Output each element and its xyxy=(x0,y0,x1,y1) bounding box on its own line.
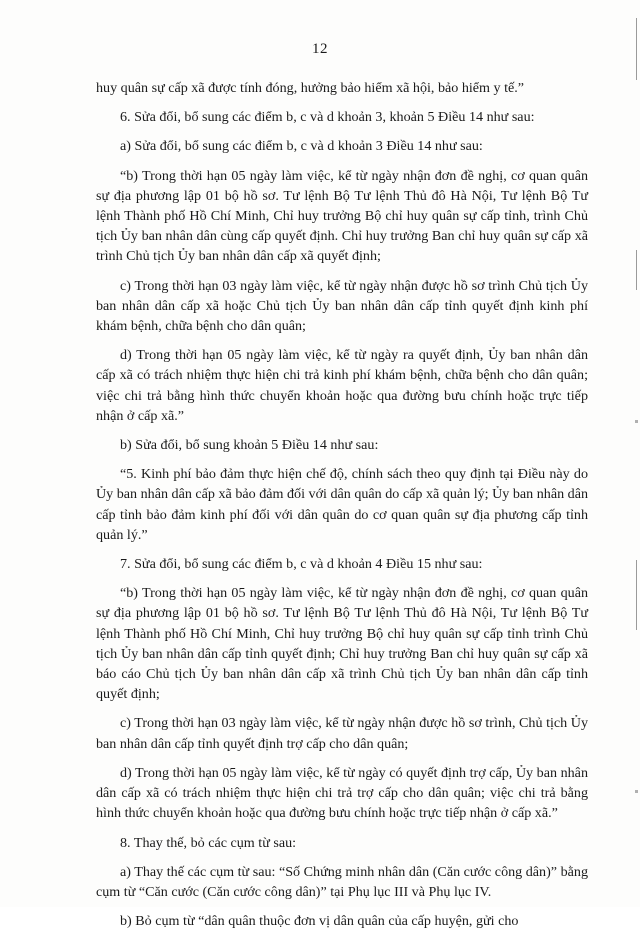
scan-edge-line xyxy=(636,560,637,630)
paragraph-section-7: 7. Sửa đổi, bổ sung các điểm b, c và d khoản 4 Điều 15 như sau: xyxy=(120,556,483,573)
paragraph-section-6: 6. Sửa đổi, bổ sung các điểm b, c và d khoản 3, khoản 5 Điều 14 như sau: xyxy=(120,109,535,126)
scan-edge-line xyxy=(636,18,637,80)
paragraph: huy quân sự cấp xã được tính đóng, hưởng bảo hiểm xã hội, bảo hiểm y tế.” xyxy=(96,80,525,96)
paragraph-section-8: 8. Thay thế, bỏ các cụm từ sau: xyxy=(120,834,297,851)
paragraph-6a-b: “b) Trong thời hạn 05 ngày làm việc, kể từ ngày nhận đơn đề nghị, cơ quan quân sự địa phương lập 01 bộ hồ sơ. Tư lệnh Bộ Tư lệnh Thủ đô Hà Nội, Tư lệnh Bộ Tư lệnh Thành phố Hồ Chí Minh, Chỉ huy trưởng Bộ chỉ huy quân sự cấp tỉnh, trình Chủ tịch Ủy ban nhân dân cùng cấp quyết định. Chỉ huy trưởng Ban chỉ huy quân sự cấp xã trình Chủ tịch Ủy ban nhân dân cấp xã quyết định; xyxy=(96,167,588,265)
paragraph-7-d: d) Trong thời hạn 05 ngày làm việc, kể từ ngày có quyết định trợ cấp, Ủy ban nhân dân cấp xã có trách nhiệm thực hiện chi trả trợ cấp cho dân quân; việc chi trả bằng hình thức chuyển khoản hoặc qua đường bưu chính hoặc trực tiếp nhận ở cấp xã.” xyxy=(96,764,588,822)
paragraph-6a-d: d) Trong thời hạn 05 ngày làm việc, kể từ ngày ra quyết định, Ủy ban nhân dân cấp xã có trách nhiệm thực hiện chi trả kinh phí khám bệnh, chữa bệnh cho dân quân; việc chi trả bằng hình thức chuyển khoản hoặc qua đường bưu chính hoặc trực tiếp nhận ở cấp xã.” xyxy=(96,347,588,424)
scan-edge-dot xyxy=(635,420,638,423)
paragraph-7-b: “b) Trong thời hạn 05 ngày làm việc, kể từ ngày nhận đơn đề nghị, cơ quan quân sự địa phương lập 01 bộ hồ sơ. Tư lệnh Bộ Tư lệnh Thủ đô Hà Nội, Tư lệnh Bộ Tư lệnh Thành phố Hồ Chí Minh, Chỉ huy trưởng Bộ chỉ huy quân sự cấp tỉnh trình Chủ tịch Ủy ban nhân dân cấp tỉnh quyết định; Chỉ huy trưởng Ban chỉ huy quân sự cấp xã báo cáo Chủ tịch Ủy ban nhân dân cấp xã trình Chủ tịch Ủy ban nhân dân cấp tỉnh quyết định; xyxy=(96,585,588,703)
paragraph-8a: a) Thay thế các cụm từ sau: “Số Chứng minh nhân dân (Căn cước công dân)” bằng cụm từ “Căn cước (Căn cước công dân)” tại Phụ lục III và Phụ lục IV. xyxy=(96,863,588,900)
scan-edge-line xyxy=(636,250,637,290)
paragraph-8b: b) Bỏ cụm từ “dân quân thuộc đơn vị dân quân của cấp huyện, gửi cho xyxy=(120,913,519,930)
paragraph-6b-5: “5. Kinh phí bảo đảm thực hiện chế độ, chính sách theo quy định tại Điều này do Ủy ban nhân dân cấp xã bảo đảm đối với dân quân do cấp xã quản lý; Ủy ban nhân dân cấp tỉnh bảo đảm kinh phí đối với dân quân do cơ quan quân sự địa phương cấp tỉnh quản lý.” xyxy=(96,466,588,543)
paragraph-6a: a) Sửa đổi, bổ sung các điểm b, c và d khoản 3 Điều 14 như sau: xyxy=(120,138,483,155)
paragraph-7-c: c) Trong thời hạn 03 ngày làm việc, kể từ ngày nhận được hồ sơ trình, Chủ tịch Ủy ban nhân dân cấp tỉnh quyết định trợ cấp cho dân quân; xyxy=(96,715,588,752)
paragraph-6b: b) Sửa đổi, bổ sung khoản 5 Điều 14 như sau: xyxy=(120,437,379,454)
scan-edge-dot xyxy=(635,790,638,793)
document-body xyxy=(96,78,588,940)
paragraph-6a-c: c) Trong thời hạn 03 ngày làm việc, kể từ ngày nhận được hồ sơ trình Chủ tịch Ủy ban nhân dân cấp xã hoặc Chủ tịch Ủy ban nhân dân cấp tỉnh quyết định kinh phí khám bệnh, chữa bệnh cho dân quân; xyxy=(96,277,588,335)
page-number: 12 xyxy=(312,41,328,57)
